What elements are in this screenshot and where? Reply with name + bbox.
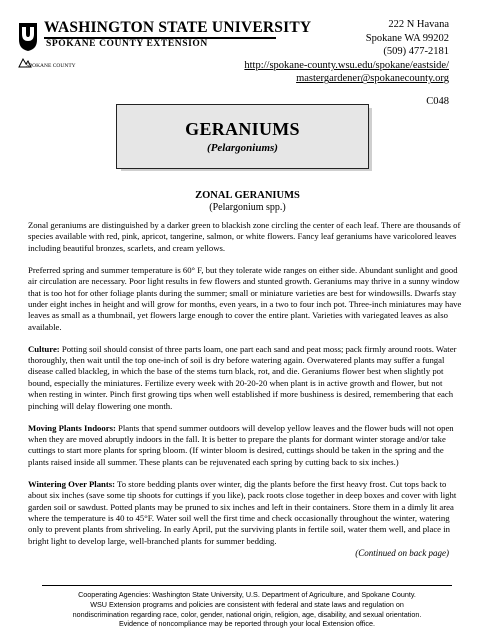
- county-logo-text: SPOKANE COUNTY: [26, 63, 76, 69]
- paragraph-text: Preferred spring and summer temperature is 60° F, but they tolerate wide ranges on either side. Abundant sunlight and good air circulation are necessary. Poor light results in few flowers and stunted growth. Geraniums may thrive in a sunny window that is too hot for other foliage plants during the summer; small or miniature varieties are best for windowsills. Dwarfs stay under eight inches in height and will grow for months, even years, in a two to four inch pot. Three-inch miniatures may have leaves as small as a thumbnail, yet flowers large enough to cover the entire plant. Varieties with variegated leaves as also available.: [28, 264, 462, 332]
- paragraph-text: Potting soil should consist of three parts loam, one part each sand and peat moss; pack firmly around roots. Water thoroughly, then wait until the top one-inch of soil is dry before watering again. Overwatered plants may suffer a fungal disease called blackleg, in which the base of the stems turn black, rot, and die. Geraniums flower best when slightly pot bound, especially the miniatures. Fertilize every week with 20-20-20 when plant is in active growth and flower, but not when resting in winter. Pinch first growing tips when well established if more bushiness is desired, remembering that each pinching will delay flowering one month.: [28, 343, 457, 411]
- paragraph-lead: Culture:: [28, 343, 60, 354]
- section-heading: ZONAL GERANIUMS: [195, 190, 300, 201]
- section-subheading: (Pelargonium spp.): [209, 202, 286, 213]
- continued-note: (Continued on back page): [355, 548, 449, 558]
- footer-line: Evidence of noncompliance may be reported through your local Extension office.: [119, 619, 375, 629]
- paragraph-intro: [28, 220, 462, 254]
- paragraph-text: To store bedding plants over winter, dig the plants before the first heavy frost. Cut tops back to about six inches (save some tip shoots for cuttings if you like), pack roots close together in deep boxes and cover with light garden soil or sawdust. Potted plants may be pruned to six inches and left in their containers. Store them in a dimly lit area where the temperature is 40 to 45°F. Water soil well the first time and check occasionally throughout the winter, watering only to prevent plants from shriveling. In early April, put the surviving plants in fertile soil, water them well, and place in bright light to develop large, well-branched plants for summer bedding.: [28, 478, 457, 546]
- page-title: GERANIUMS: [185, 119, 300, 139]
- footer-line: Cooperating Agencies: Washington State University, U.S. Department of Agriculture, and Spokane County.: [78, 590, 416, 599]
- address-line-street: 222 N Havana: [388, 19, 449, 30]
- wsu-shield-logo-icon: [18, 22, 38, 52]
- paragraph-wintering: [28, 479, 462, 547]
- paragraph-lead: Moving Plants Indoors:: [28, 422, 116, 433]
- extension-name: SPOKANE COUNTY EXTENSION: [46, 39, 208, 49]
- address-line-phone: (509) 477-2181: [383, 46, 449, 58]
- website-link[interactable]: http://spokane-county.wsu.edu/spokane/eastside/: [244, 59, 449, 71]
- contact-address: [244, 18, 449, 86]
- footer-line: nondiscrimination regarding race, color, gender, national origin, religion, age, disability, and sexual orientation.: [72, 609, 422, 619]
- page-subtitle: (Pelargoniums): [207, 142, 278, 154]
- paragraph-culture: [28, 344, 462, 412]
- document-code: C048: [426, 96, 449, 107]
- footer-divider: [42, 585, 452, 586]
- university-name: WASHINGTON STATE UNIVERSITY: [44, 19, 312, 36]
- article-body: [28, 220, 462, 558]
- address-line-city: Spokane WA 99202: [365, 32, 449, 44]
- footer-line: WSU Extension programs and policies are consistent with federal and state laws and regulation on: [90, 599, 404, 609]
- paragraph-lead: Wintering Over Plants:: [28, 478, 116, 489]
- footer-disclaimer: [30, 590, 464, 629]
- email-link[interactable]: mastergardener@spokanecounty.org: [296, 73, 449, 85]
- title-box: [116, 104, 369, 169]
- paragraph-moving-indoors: [28, 423, 462, 469]
- paragraph-text: Zonal geraniums are distinguished by a darker green to blackish zone circling the center of each leaf. There are thousands of species available with red, pink, apricot, tangerine, salmon, or white flowers. Fancy leaf geraniums have varicolored leaves including beautiful bronzes, scarlets, and cream yellows.: [28, 220, 461, 253]
- paragraph-temperature: [28, 265, 462, 333]
- paragraph-text: Plants that spend summer outdoors will develop yellow leaves and the flower buds will not open when they are moved abruptly indoors in the fall. It is better to prepare the plants for dormant winter storage and/or take cuttings to start more plants for spring bloom. (If winter bloom is desired, cuttings should be taken in the spring and the plants raised inside all summer. These plants can be rejuvenated each spring by cutting back to six inches.): [28, 422, 454, 467]
